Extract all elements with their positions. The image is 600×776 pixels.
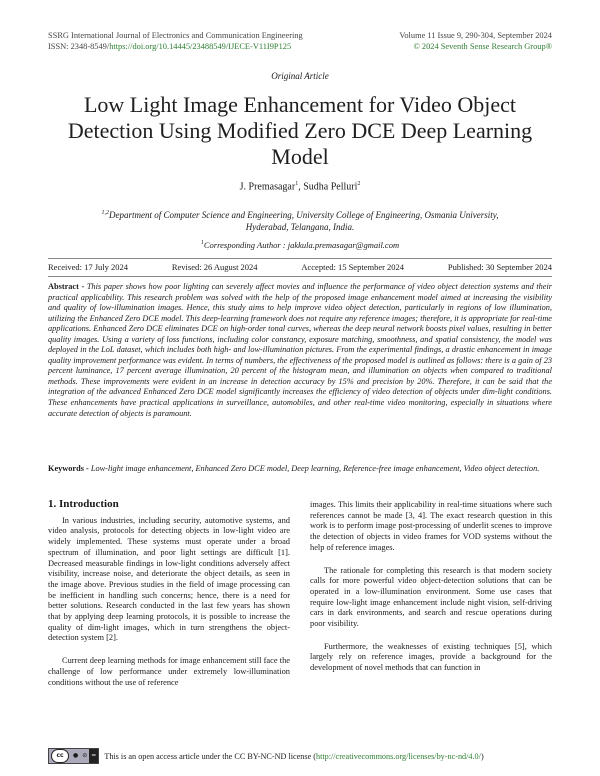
intro-paragraph-4: The rationale for completing this research is that modern society calls for more powerful video object-detection solutions that can be operated in a low-illumination environment. Some use cases that require low-light image enhancement include night vision, self-driving cars in dark environments, and search and rescue operations during poor visibility.	[310, 565, 552, 629]
license-text: This is an open access article under the CC BY-NC-ND license (http://creativecommons.org/licenses/by-nc-nd/4.0/)	[104, 751, 484, 761]
corresponding-text: Corresponding Author : jakkula.premasagar@gmail.com	[203, 240, 400, 250]
divider-top	[48, 258, 552, 259]
date-received: Received: 17 July 2024	[48, 262, 129, 272]
journal-header	[48, 30, 303, 52]
volume-header	[399, 30, 552, 52]
journal-name: SSRG International Journal of Electronics and Communication Engineering	[48, 31, 303, 40]
column-left	[48, 499, 290, 688]
author-2-sup: 2	[357, 181, 361, 187]
author-separator: ,	[298, 181, 304, 193]
author-1: J. Premasagar	[239, 181, 296, 193]
section-heading: 1. Introduction	[48, 498, 119, 510]
keywords	[48, 463, 552, 474]
date-published: Published: 30 September 2024	[447, 262, 552, 272]
dates-row	[48, 262, 552, 272]
column-right	[310, 500, 552, 674]
intro-paragraph-2: Current deep learning methods for image enhancement still face the challenge of low performance under extremely low-illumination conditions without the use of reference	[48, 656, 290, 687]
date-accepted: Accepted: 15 September 2024	[301, 262, 405, 272]
date-revised: Revised: 26 August 2024	[171, 262, 258, 272]
cc-by-nc-nd-icon[interactable]: cc ● ⊘ =	[48, 748, 99, 764]
license-link[interactable]: http://creativecommons.org/licenses/by-nc-nd/4.0/	[316, 751, 481, 761]
license-footer	[48, 748, 560, 764]
corresponding-sup: 1	[200, 240, 204, 247]
intro-paragraph-5: Furthermore, the weaknesses of existing techniques [5], which largely rely on reference images, provide a background for the development of novel methods that can function in	[310, 641, 552, 673]
issn-doi-line	[48, 41, 303, 52]
keywords-label: Keywords -	[48, 464, 91, 473]
volume-info: Volume 11 Issue 9, 290-304, September 2024	[399, 31, 552, 40]
affiliation	[78, 207, 522, 233]
paper-title: Low Light Image Enhancement for Video Object Detection Using Modified Zero DCE Deep Learning Model	[67, 92, 533, 169]
article-type: Original Article	[271, 71, 329, 81]
abstract	[48, 282, 552, 419]
copyright: © 2024 Seventh Sense Research Group®	[413, 42, 552, 51]
affiliation-sup: 1,2	[101, 210, 110, 216]
abstract-text: This paper shows how poor lighting can severely affect movies and influence the performance of video object detection systems and their practical applicability. This research problem was solved with the help of the proposed image enhancement model aimed at increasing the visibility and quality of low-illumination images. Hence, this study aims to help improve video object detection, particularly in regions of low illumination, utilizing the Enhanced Zero DCE model. This deep-learning framework does not require any reference images; therefore, it is appropriate for real-time applications. Enhanced Zero DCE eliminates DCE on high-order tonal curves, whereas the deep neural network boosts pixel values, resulting in better quality images. Using a variety of loss functions, including color constancy, exposure matching, smoothness, and spatial consistency, the model was deployed in the LoL dataset, which includes both high- and low-illumination pictures. From the experimental findings, a drastic enhancement in image quality improvement performance was evident. In terms of numbers, the effectiveness of the proposed model is outlined as follows: there is a gain of 23 percent luminance, 17 percent average illumination, 20 percent of the histogram mean, and illumination on objects when compared to traditional methods. These improvements were evident in an increase in detection accuracy by 15% and precision by 20%. Therefore, it can be said that the integration of the advanced Enhanced Zero DCE model significantly increases the efficiency of video detection of objects under dim-light conditions. These enhancements have practical applications in surveillance, automobiles, and other real-time video monitoring, especially in situations where accurate detection of objects is paramount.	[48, 282, 552, 418]
abstract-label: Abstract -	[48, 282, 87, 291]
author-2: Sudha Pelluri	[303, 181, 358, 193]
affiliation-line-1: Department of Computer Science and Engineering, University College of Engineering, Osmania University,	[109, 210, 499, 220]
issn: ISSN: 2348-8549/	[48, 42, 110, 51]
doi-link[interactable]: https://doi.org/10.14445/23488549/IJECE-V11I9P125	[109, 42, 292, 51]
corresponding-author	[0, 240, 600, 250]
divider-bottom	[48, 276, 552, 277]
author-1-sup: 1	[295, 181, 299, 187]
keywords-text: Low-light image enhancement, Enhanced Zero DCE model, Deep learning, Reference-free image enhancement, Video object detection.	[90, 464, 540, 473]
intro-paragraph-1: In various industries, including security, automotive systems, and video analysis, protocols for detecting objects in low-light video are widely implemented. These systems must operate under a broad spectrum of illumination, and poor light settings are difficult [1]. Decreased measurable findings in low-light conditions adversely affect visibility, increase noise, and deteriorate the object details, as seen in the image above. Previous studies in the field of image processing can be inefficient in handling such concerns; hence, there is a need for better solutions. Research conducted in the last few years has shown that by applying deep learning protocols, it is possible to increase the quality of dim-light images, which in turn strengthens the object-detection system [2].	[48, 515, 290, 643]
intro-paragraph-3: images. This limits their applicability in real-time situations where such references cannot be made [3, 4]. The exact research question in this work is to perform image post-processing of underlit scenes to improve the detection of objects in video frames for VOD systems without the help of reference images.	[310, 500, 552, 552]
affiliation-line-2: Hyderabad, Telangana, India.	[245, 222, 355, 232]
author-list	[0, 181, 600, 192]
